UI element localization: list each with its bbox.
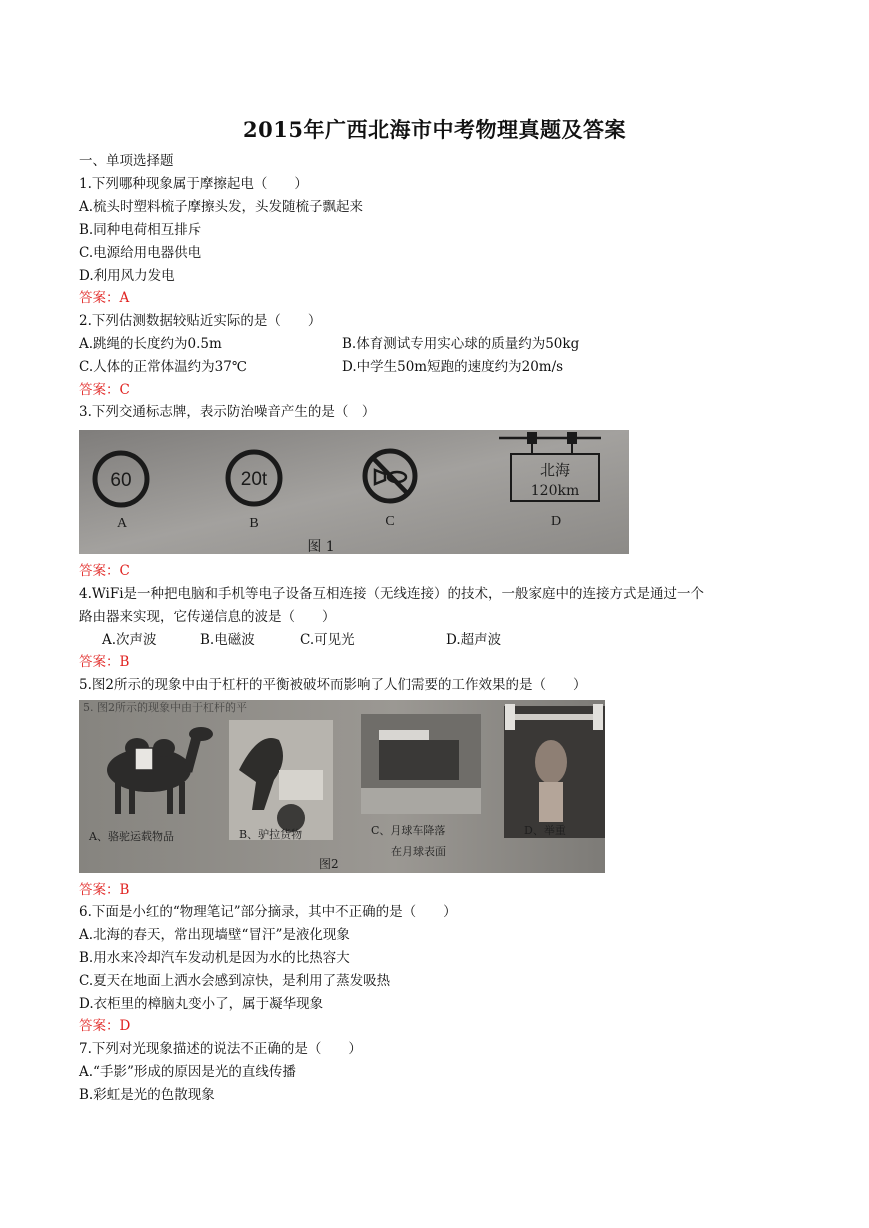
- q2-option-c: C.人体的正常体温约为37℃: [79, 359, 247, 375]
- q6-stem: 6.下面是小红的“物理笔记”部分摘录，其中不正确的是（ ）: [79, 904, 457, 920]
- weightlifting-photo: [504, 704, 605, 838]
- sign-a-text: 60: [110, 470, 132, 491]
- q1-stem: 1.下列哪种现象属于摩擦起电（ ）: [79, 176, 308, 192]
- q4-option-c: C.可见光: [300, 632, 355, 648]
- q2-answer: 答案：C: [79, 382, 130, 398]
- section-heading: 一、单项选择题: [79, 153, 174, 169]
- sign-c-label: C: [385, 514, 395, 529]
- q7-option-b: B.彩虹是光的色散现象: [79, 1087, 215, 1103]
- q1-option-d: D.利用风力发电: [79, 268, 175, 284]
- lever-photos-figure: [79, 700, 605, 873]
- q7-option-a: A.“手影”形成的原因是光的直线传播: [79, 1064, 296, 1080]
- q6-answer: 答案：D: [79, 1018, 131, 1034]
- q1-answer: 答案：A: [79, 290, 130, 306]
- q6-option-c: C.夏天在地面上洒水会感到凉快，是利用了蒸发吸热: [79, 973, 391, 989]
- sign-b-text: 20t: [240, 469, 268, 490]
- q1-option-b: B.同种电荷相互排斥: [79, 222, 202, 238]
- q5-stem: 5.图2所示的现象中由于杠杆的平衡被破坏而影响了人们需要的工作效果的是（ ）: [79, 677, 587, 693]
- photo-b-label: B、驴拉货物: [239, 828, 303, 841]
- figure-1-caption: 图 1: [307, 539, 335, 554]
- sign-d-line1: 北海: [539, 461, 571, 479]
- q4-answer: 答案：B: [79, 654, 130, 670]
- lunar-rover-photo: [361, 714, 481, 814]
- q2-option-d: D.中学生50m短跑的速度约为20m/s: [342, 359, 564, 375]
- q1-option-a: A.梳头时塑料梳子摩擦头发，头发随梳子飘起来: [79, 199, 364, 215]
- q4-stem-line1: 4.WiFi是一种把电脑和手机等电子设备互相连接（无线连接）的技术，一般家庭中的连接方式是通过一个: [79, 586, 705, 602]
- sign-d-line2: 120km: [530, 483, 580, 499]
- q6-option-a: A.北海的春天，常出现墙壁“冒汗”是液化现象: [79, 927, 350, 943]
- q3-answer: 答案：C: [79, 563, 130, 579]
- q4-option-b: B.电磁波: [200, 632, 255, 648]
- q2-stem: 2.下列估测数据较贴近实际的是（ ）: [79, 313, 322, 329]
- photo-d-label: D、举重: [524, 824, 566, 837]
- photo-a-label: A、骆驼运载物品: [89, 830, 174, 843]
- traffic-signs-figure: [79, 430, 629, 554]
- q4-option-d: D.超声波: [446, 632, 502, 648]
- q6-option-b: B.用水来冷却汽车发动机是因为水的比热容大: [79, 950, 350, 966]
- figure-2-caption: 图2: [319, 857, 339, 871]
- donkey-cart-photo: [229, 720, 333, 840]
- q6-option-d: D.衣柜里的樟脑丸变小了，属于凝华现象: [79, 996, 324, 1012]
- sign-b-label: B: [249, 516, 259, 531]
- figure-top-text: 5. 图2所示的现象中由于杠杆的平: [83, 701, 247, 714]
- q7-stem: 7.下列对光现象描述的说法不正确的是（ ）: [79, 1041, 362, 1057]
- sign-d-label: D: [550, 514, 562, 529]
- photo-c-label-line1: C、月球车降落: [371, 824, 446, 837]
- sign-a-label: A: [116, 516, 128, 531]
- q3-stem: 3.下列交通标志牌，表示防治噪音产生的是（ ）: [79, 404, 376, 420]
- q2-option-a: A.跳绳的长度约为0.5m: [79, 336, 222, 352]
- q4-stem-line2: 路由器来实现，它传递信息的波是（ ）: [79, 609, 336, 625]
- page-title: 2015年广西北海市中考物理真题及答案: [243, 117, 626, 142]
- q4-option-a: A.次声波: [102, 632, 157, 648]
- photo-c-label-line2: 在月球表面: [391, 845, 446, 858]
- q2-option-b: B.体育测试专用实心球的质量约为50kg: [342, 336, 580, 352]
- q1-option-c: C.电源给用电器供电: [79, 245, 202, 261]
- q5-answer: 答案：B: [79, 882, 130, 898]
